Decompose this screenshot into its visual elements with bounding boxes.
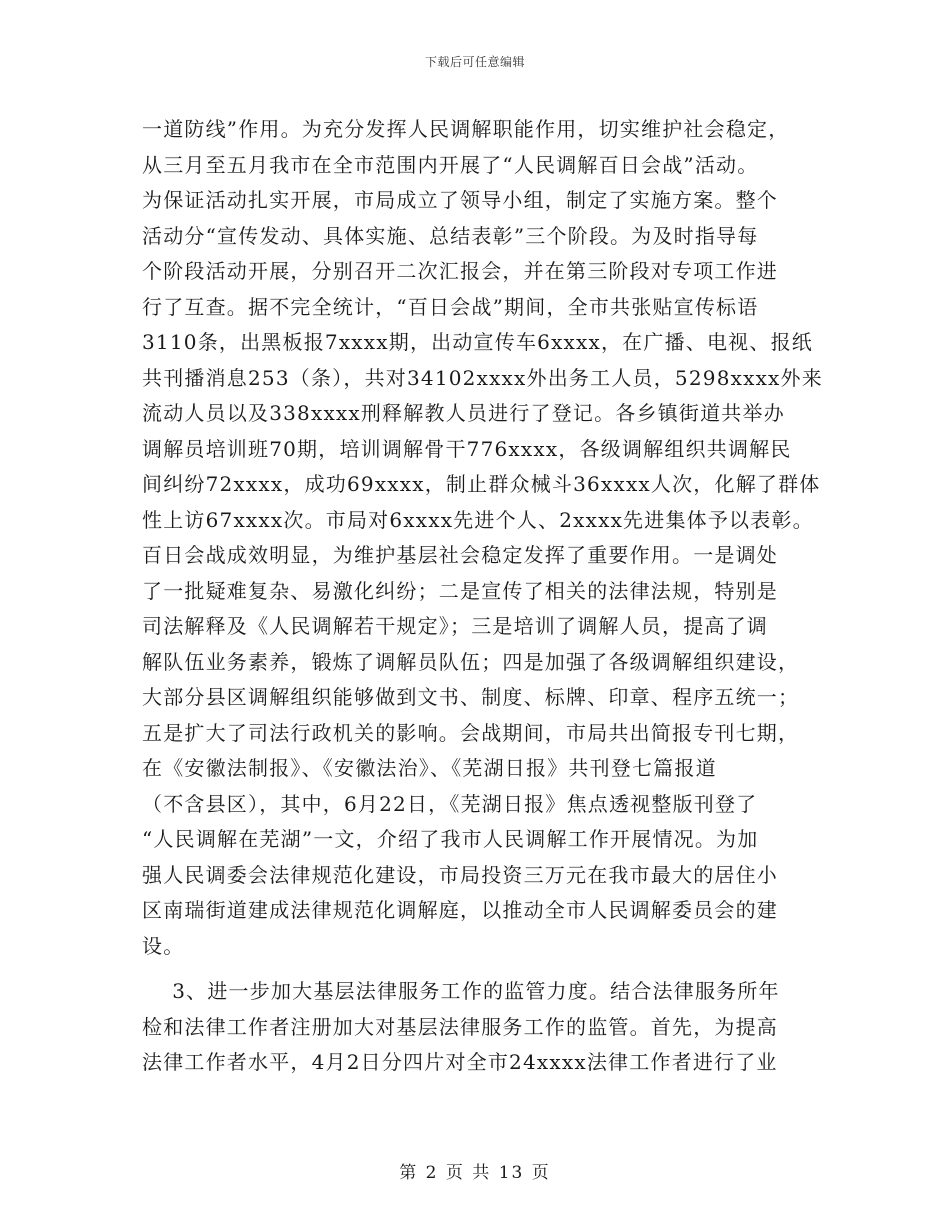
text-line: 检和法律工作者注册加大对基层法律服务工作的监管。首先，为提高	[142, 1014, 778, 1039]
text-line: 了一批疑难复杂、易激化纠纷；二是宣传了相关的法律法规，特别是	[142, 578, 778, 603]
text-line: （不含县区），其中，6月22日，《芜湖日报》焦点透视整版刊登了	[142, 791, 758, 816]
text-line: 区南瑞街道建成法律规范化调解庭，以推动全市人民调解委员会的建	[142, 898, 778, 922]
text-line: 共刊播消息253（条），共对34102xxxx外出务工人员，5298xxxx外来	[142, 365, 823, 390]
text-line: 强人民调委会法律规范化建设，市局投资三万元在我市最大的居住小	[142, 862, 778, 887]
text-line: 大部分县区调解组织能够做到文书、制度、标牌、印章、程序五统一；	[142, 685, 800, 709]
document-body	[142, 112, 823, 1081]
text-line: 从三月至五月我市在全市范围内开展了“人民调解百日会战”活动。	[142, 152, 759, 177]
text-line: 间纠纷72xxxx，成功69xxxx，制止群众械斗36xxxx人次，化解了群体	[142, 472, 821, 496]
text-line: 行了互查。据不完全统计，“百日会战”期间，全市共张贴宣传标语	[142, 294, 759, 319]
text-line: 法律工作者水平，4月2日分四片对全市24xxxx法律工作者进行了业	[142, 1050, 778, 1074]
text-line: 司法解释及《人民调解若干规定》；三是培训了调解人员，提高了调	[142, 614, 768, 638]
page-header: 下载后可任意编辑	[424, 55, 525, 69]
page-number: 第 2 页 共 13 页	[399, 1163, 551, 1183]
text-line: 流动人员以及338xxxx刑释解教人员进行了登记。各乡镇街道共举办	[142, 401, 785, 425]
text-line: 百日会战成效明显，为维护基层社会稳定发挥了重要作用。一是调处	[142, 543, 778, 567]
text-line: 一道防线”作用。为充分发挥人民调解职能作用，切实维护社会稳定，	[142, 117, 790, 141]
text-line: 五是扩大了司法行政机关的影响。会战期间，市局共出简报专刊七期，	[142, 720, 800, 745]
text-line: 为保证活动扎实开展，市局成立了领导小组，制定了实施方案。整个	[142, 188, 778, 212]
text-line: 个阶段活动开展，分别召开二次汇报会，并在第三阶段对专项工作进	[142, 259, 778, 283]
text-line: 调解员培训班70期，培训调解骨干776xxxx，各级调解组织共调解民	[142, 436, 792, 461]
text-line: 解队伍业务素养，锻炼了调解员队伍；四是加强了各级调解组织建设，	[142, 649, 800, 674]
text-line: 3、进一步加大基层法律服务工作的监管力度。结合法律服务所年	[142, 979, 780, 1003]
text-line: 设。	[142, 933, 185, 958]
text-line: 活动分“宣传发动、具体实施、总结表彰”三个阶段。为及时指导每	[142, 223, 759, 248]
text-line: “人民调解在芜湖”一文，介绍了我市人民调解工作开展情况。为加	[142, 827, 759, 851]
text-line: 在《安徽法制报》、《安徽法治》、《芜湖日报》共刊登七篇报道	[142, 756, 717, 780]
text-line: 3110条，出黑板报7xxxx期，出动宣传车6xxxx，在广播、电视、报纸	[142, 330, 813, 354]
text-line: 性上访67xxxx次。市局对6xxxx先进个人、2xxxx先进集体予以表彰。	[142, 507, 814, 532]
